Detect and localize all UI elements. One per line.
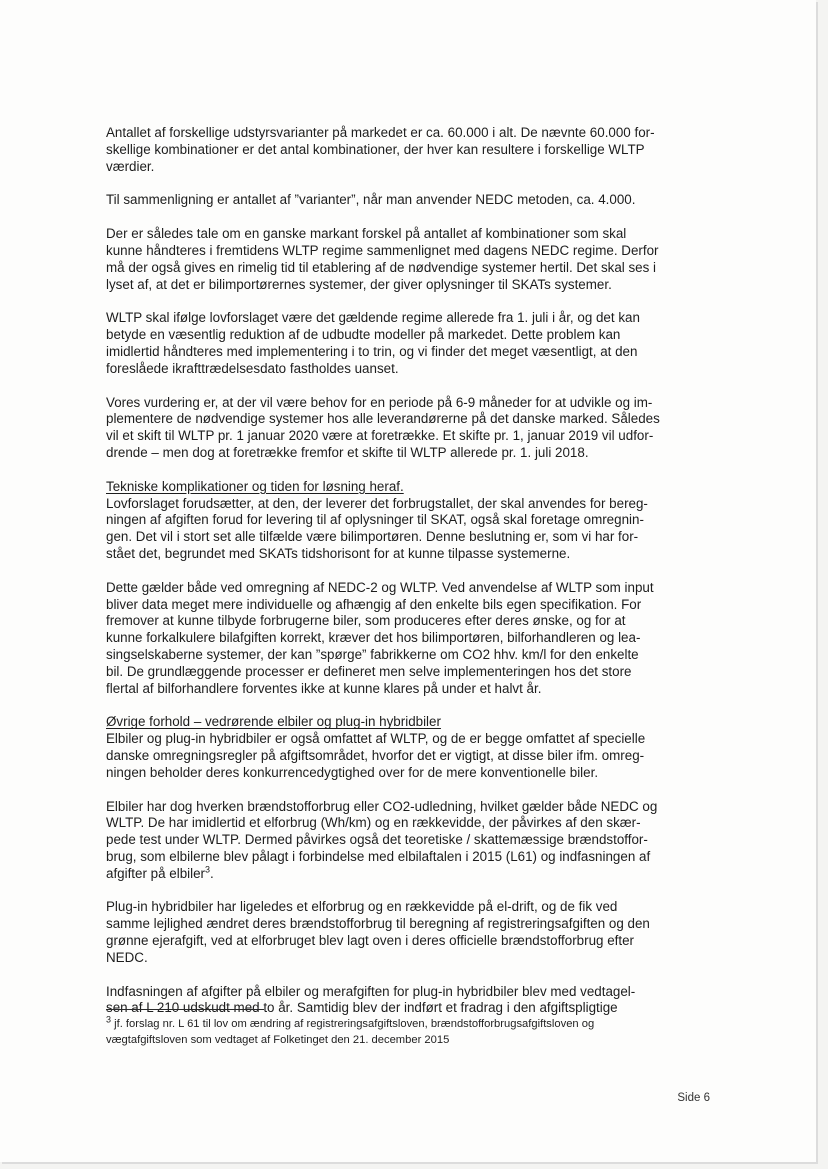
paragraph-electric-2-end: . xyxy=(210,865,214,881)
footnote-reference: 3 xyxy=(205,864,211,875)
paragraph-technical-2: Dette gælder både ved omregning af NEDC-2 og WLTP. Ved anvendelse af WLTP som input bliver data meget mere individuelle og afhængig af den enkelte bils egen specifikation. For fremover at kunne tilbyde forbrugerne biler, som produceres efter deres ønske, og for at kunne forkalkulere bilafgiften korrekt, kræver det hos bilimportøren, bilforhandleren og lea- singselskaberne systemer, der kan ”spørge” fabrikkerne om CO2 hhv. km/l for den enkelte bil. De grundlæggende processer er defineret men selve implementeringen hos det store flertal af bilforhandlere forventes ikke at kunne klares på under et halvt år. xyxy=(106,579,654,696)
paragraph-electric-2 xyxy=(106,799,714,883)
footnote-separator xyxy=(106,1009,264,1010)
section-heading-technical: Tekniske komplikationer og tiden for løsning heraf. xyxy=(106,478,404,494)
paragraph-difference: Der er således tale om en ganske markant forskel på antallet af kombinationer som skal kunne håndteres i fremtidens WLTP regime sammenlignet med dagens NEDC regime. Derfor må der også gives en rimelig tid til etablering af de nødvendige systemer hertil. Det skal ses i lyset af, at det er bilimportørernes systemer, der giver oplysninger til SKATs systemer. xyxy=(106,226,659,292)
section-heading-electric: Øvrige forhold – vedrørende elbiler og plug-in hybridbiler xyxy=(106,714,441,730)
paragraph-comparison: Til sammenligning er antallet af ”varianter”, når man anvender NEDC metoden, ca. 4.000. xyxy=(106,192,636,208)
paragraph-wltp-regime: WLTP skal ifølge lovforslaget være det gældende regime allerede fra 1. juli i år, og det kan betyde en væsentlig reduktion af de udbudte modeller på markedet. Dette problem kan imidlertid håndteres med implementering i to trin, og vi finder det meget væsentligt, at den foreslåede ikrafttrædelsesdato fastholdes uanset. xyxy=(106,310,640,376)
footnote-text: jf. forslag nr. L 61 til lov om ændring af registreringsafgiftsloven, brændstofforbrugsafgiftsloven og vægtafgiftsloven som vedtaget af Folketinget den 21. december 2015 xyxy=(106,1018,595,1046)
paragraph-assessment: Vores vurdering er, at der vil være behov for en periode på 6-9 måneder for at udvikle og im- plementere de nødvendige systemer hos alle leverandørerne på det danske marked. Således vil et skift til WLTP pr. 1 januar 2020 være at foretrække. Et skifte pr. 1, januar 2019 vil udfor- drende – men dog at foretrække fremfor et skifte til WLTP allerede pr. 1. juli 2018. xyxy=(106,394,660,460)
paragraph-technical-1: Lovforslaget forudsætter, at den, der leverer det forbrugstallet, der skal anvendes for bereg- ningen af afgiften forud for levering til af oplysninger til SKAT, også skal foretage omregnin- gen. Det vil i stort set alle tilfælde være bilimportøren. Denne beslutning er, som vi har for- stået det, begrundet med SKATs tidshorisont for at kunne tilpasse systemerne. xyxy=(106,495,648,561)
page-number: Side 6 xyxy=(677,1092,710,1104)
paragraph-electric-1: Elbiler og plug-in hybridbiler er også omfattet af WLTP, og de er begge omfattet af specielle danske omregningsregler på afgiftsområdet, hvorfor det er vigtigt, at disse biler ifm. omreg- ningen beholder deres konkurrencedygtighed over for de mere konventionelle biler. xyxy=(106,731,646,780)
paragraph-phase-in: Indfasningen af afgifter på elbiler og merafgiften for plug-in hybridbiler blev med vedtagel- sen af L 210 udskudt med to år. Samtidig blev der indført et fradrag i den afgiftspligtige xyxy=(106,983,636,1016)
paragraph-variants: Antallet af forskellige udstyrsvarianter på markedet er ca. 60.000 i alt. De nævnte 60.000 for- skellige kombinationer er det antal kombinationer, der hver kan resultere i forskellige WLTP værdier. xyxy=(106,125,655,174)
paragraph-electric-2-text: Elbiler har dog hverken brændstofforbrug eller CO2-udledning, hvilket gælder både NEDC og WLTP. De har imidlertid et elforbrug (Wh/km) og en rækkevidde, der påvirkes af den skær- pede test under WLTP. Dermed påvirkes også det teoretiske / skattemæssige brændstoffor- brug, som elbilerne blev pålagt i forbindelse med elbilaftalen i 2015 (L61) og indfasningen af afgifter på elbiler xyxy=(106,798,658,881)
footnote-marker: 3 xyxy=(106,1014,112,1025)
body-text xyxy=(106,125,714,1017)
paragraph-plugin-hybrid: Plug-in hybridbiler har ligeledes et elforbrug og en rækkevidde på el-drift, og de fik ved samme lejlighed ændret deres brændstofforbrug til beregning af registreringsafgiften og den grønne ejerafgift, ved at elforbruget blev lagt oven i deres officielle brændstofforbrug efter NEDC. xyxy=(106,899,650,965)
footnote xyxy=(106,1014,710,1048)
